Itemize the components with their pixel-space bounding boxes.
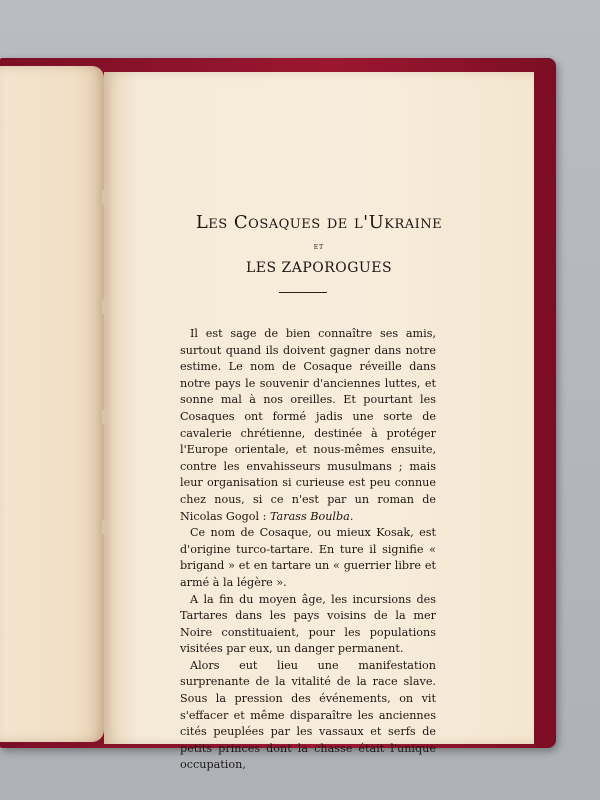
paragraph: Ce nom de Cosaque, ou mieux Kosak, est d'origine turco-tartare. En ture il signifie « brigand » et en tartare un « guerrier libre et armé à la légère ». xyxy=(180,526,436,589)
binding-stitch xyxy=(102,520,105,534)
left-page xyxy=(0,66,104,742)
title-rule xyxy=(279,292,327,293)
binding-stitch xyxy=(102,300,105,314)
paragraph: Il est sage de bien connaître ses amis, surtout quand ils doivent gagner dans notre estime. Le nom de Cosaque réveille dans notre pays le souvenir d'anciennes luttes, et sonne mal à nos oreilles. Et pourtant les Cosaques ont formé jadis une sorte de cavalerie chrétienne, destinée à protéger l'Europe orientale, et nous-mêmes ensuite, contre les envahisseurs musulmans ; mais leur organisation si curieuse est peu connue chez nous, si ce n'est par un roman de Nicolas Gogol : Tarass Boulba. xyxy=(180,327,436,523)
title-conjunction: ET xyxy=(313,244,325,251)
binding-stitch xyxy=(102,190,105,204)
book-title-italic: Tarass Boulba. xyxy=(269,509,354,523)
paragraph: A la fin du moyen âge, les incursions des Tartares dans les pays voisins de la mer Noire constituaient, pour les populations visitées par eux, un danger permanent. xyxy=(180,592,436,656)
chapter-subtitle: LES ZAPOROGUES xyxy=(245,260,393,276)
body-text xyxy=(180,326,436,774)
paragraph: Alors eut lieu une manifestation surprenante de la vitalité de la race slave. Sous la pression des événements, on vit s'effacer et même disparaître les anciennes cités peuplées par les vassaux et serfs de petits princes dont la chasse était l'unique occupation, xyxy=(180,658,436,772)
chapter-title: Les Cosaques de l'Ukraine xyxy=(195,212,443,233)
binding-stitch xyxy=(102,410,105,424)
